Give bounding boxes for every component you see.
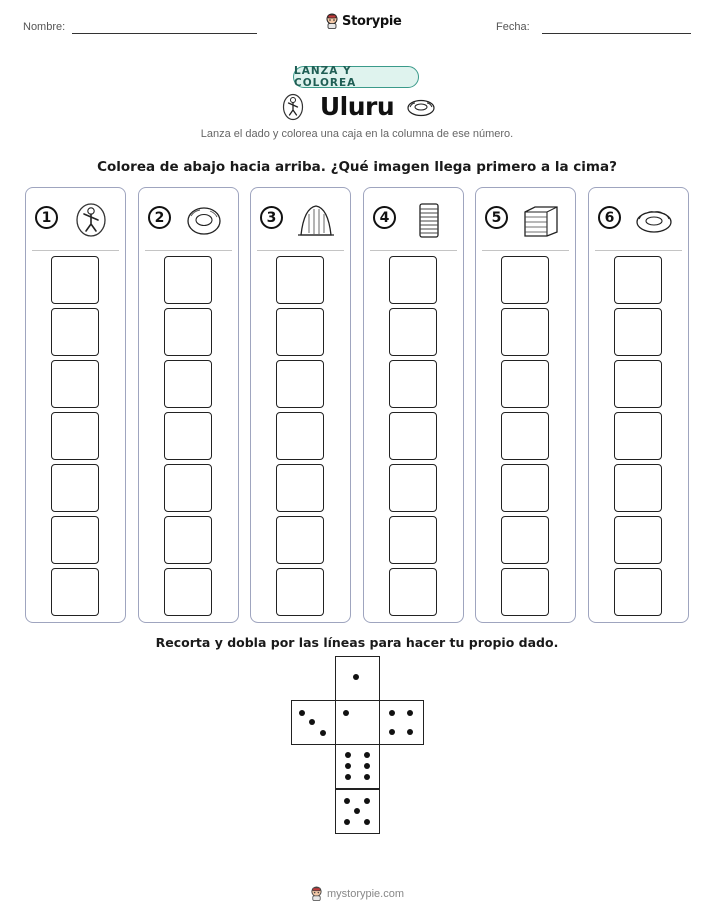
waterhole-icon <box>184 202 224 238</box>
color-box[interactable] <box>276 516 324 564</box>
rock-ring-icon <box>634 202 674 238</box>
rock-ring-icon <box>406 97 436 117</box>
color-box[interactable] <box>389 308 437 356</box>
color-box[interactable] <box>276 360 324 408</box>
pip <box>309 719 315 725</box>
color-box[interactable] <box>164 308 212 356</box>
column-1 <box>25 187 126 623</box>
rock-dome-icon <box>296 202 336 238</box>
color-box[interactable] <box>164 256 212 304</box>
color-box[interactable] <box>276 412 324 460</box>
pip <box>344 798 350 804</box>
dice-face-bottom[interactable] <box>335 789 380 834</box>
color-box[interactable] <box>51 412 99 460</box>
color-box[interactable] <box>614 464 662 512</box>
column-6 <box>588 187 689 623</box>
page-subtitle: Lanza el dado y colorea una caja en la columna de ese número. <box>200 128 514 140</box>
column-3 <box>250 187 351 623</box>
coloring-instruction: Colorea de abajo hacia arriba. ¿Qué imagen llega primero a la cima? <box>97 159 617 175</box>
color-box[interactable] <box>614 568 662 616</box>
pip <box>389 710 395 716</box>
date-label: Fecha: <box>496 21 530 33</box>
column-number: 6 <box>598 206 621 229</box>
color-box[interactable] <box>389 256 437 304</box>
pip <box>344 819 350 825</box>
pip <box>299 710 305 716</box>
color-box[interactable] <box>51 516 99 564</box>
pip <box>354 808 360 814</box>
color-box[interactable] <box>276 464 324 512</box>
layered-rock-icon <box>521 202 561 238</box>
date-line[interactable] <box>542 33 691 34</box>
color-box[interactable] <box>389 516 437 564</box>
color-box[interactable] <box>614 308 662 356</box>
color-box[interactable] <box>164 568 212 616</box>
rock-column-icon <box>409 202 449 238</box>
storypie-mascot-icon <box>310 886 323 901</box>
pip <box>407 710 413 716</box>
pip <box>345 752 351 758</box>
column-number: 2 <box>148 206 171 229</box>
column-divider <box>145 250 232 251</box>
dice-face-left[interactable] <box>291 700 336 745</box>
color-box[interactable] <box>501 412 549 460</box>
color-box[interactable] <box>389 568 437 616</box>
color-box[interactable] <box>164 360 212 408</box>
color-box[interactable] <box>614 256 662 304</box>
name-label: Nombre: <box>23 21 66 33</box>
footer <box>0 886 714 901</box>
color-box[interactable] <box>389 360 437 408</box>
column-divider <box>595 250 682 251</box>
pip <box>364 798 370 804</box>
pip <box>364 819 370 825</box>
pip <box>364 763 370 769</box>
dice-face-right[interactable] <box>379 700 424 745</box>
color-box[interactable] <box>614 516 662 564</box>
column-number: 3 <box>260 206 283 229</box>
column-number: 1 <box>35 206 58 229</box>
color-box[interactable] <box>501 360 549 408</box>
color-box[interactable] <box>51 568 99 616</box>
brand-logo <box>325 13 402 29</box>
color-box[interactable] <box>501 516 549 564</box>
color-box[interactable] <box>51 256 99 304</box>
column-number: 4 <box>373 206 396 229</box>
dice-instruction: Recorta y dobla por las líneas para hacer tu propio dado. <box>155 635 559 650</box>
dice-face-lower[interactable] <box>335 744 380 789</box>
color-box[interactable] <box>51 360 99 408</box>
dice-face-top[interactable] <box>335 656 380 701</box>
color-box[interactable] <box>51 464 99 512</box>
brand-name: Storypie <box>342 13 402 29</box>
color-box[interactable] <box>614 412 662 460</box>
explorer-figure-icon <box>71 202 111 238</box>
color-box[interactable] <box>276 568 324 616</box>
color-box[interactable] <box>501 308 549 356</box>
page-title: Uluru <box>319 92 395 121</box>
color-box[interactable] <box>164 464 212 512</box>
color-box[interactable] <box>389 464 437 512</box>
column-2 <box>138 187 239 623</box>
pip <box>407 729 413 735</box>
pip <box>389 729 395 735</box>
footer-url[interactable]: mystorypie.com <box>326 887 405 900</box>
column-divider <box>32 250 119 251</box>
pip <box>345 763 351 769</box>
column-4 <box>363 187 464 623</box>
color-box[interactable] <box>614 360 662 408</box>
column-5 <box>475 187 576 623</box>
storypie-mascot-icon <box>325 13 339 29</box>
color-box[interactable] <box>276 308 324 356</box>
color-box[interactable] <box>164 412 212 460</box>
color-box[interactable] <box>164 516 212 564</box>
pip <box>364 774 370 780</box>
color-box[interactable] <box>501 464 549 512</box>
column-divider <box>482 250 569 251</box>
activity-badge: LANZA Y COLOREA <box>293 66 419 88</box>
pip <box>345 774 351 780</box>
column-divider <box>257 250 344 251</box>
pip <box>343 710 349 716</box>
pip <box>353 674 359 680</box>
color-box[interactable] <box>389 412 437 460</box>
pip <box>364 752 370 758</box>
color-box[interactable] <box>501 568 549 616</box>
pip <box>320 730 326 736</box>
dice-face-center[interactable] <box>335 700 380 745</box>
name-line[interactable] <box>72 33 257 34</box>
color-box[interactable] <box>501 256 549 304</box>
column-divider <box>370 250 457 251</box>
color-box[interactable] <box>51 308 99 356</box>
color-box[interactable] <box>276 256 324 304</box>
column-number: 5 <box>485 206 508 229</box>
